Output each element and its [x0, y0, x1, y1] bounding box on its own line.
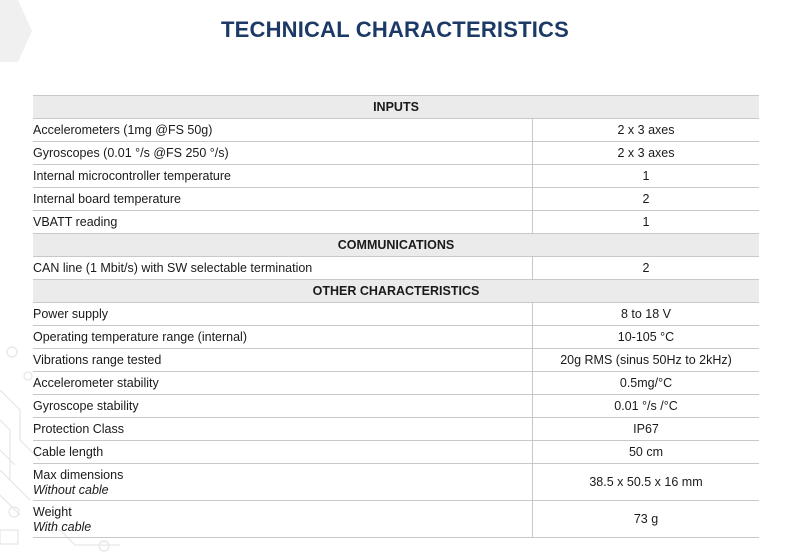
row-label: CAN line (1 Mbit/s) with SW selectable termination: [33, 257, 533, 280]
row-value: 2: [533, 188, 760, 211]
section-heading: OTHER CHARACTERISTICS: [33, 280, 759, 303]
row-label: VBATT reading: [33, 211, 533, 234]
row-value: 38.5 x 50.5 x 16 mm: [533, 464, 760, 501]
section-heading: INPUTS: [33, 96, 759, 119]
section-header-communications: [33, 234, 759, 257]
table-row: [33, 303, 759, 326]
row-label: Weight: [33, 504, 72, 519]
row-label: Gyroscopes (0.01 °/s @FS 250 °/s): [33, 142, 533, 165]
row-label: Operating temperature range (internal): [33, 326, 533, 349]
row-value: 1: [533, 165, 760, 188]
row-value: 10-105 °C: [533, 326, 760, 349]
table-row: [33, 441, 759, 464]
page-title: TECHNICAL CHARACTERISTICS: [220, 17, 570, 42]
table-row: [33, 418, 759, 441]
section-header-other-characteristics: [33, 280, 759, 303]
row-value: 2 x 3 axes: [533, 142, 760, 165]
table-row: [33, 501, 759, 538]
row-label: Max dimensions: [33, 467, 124, 482]
row-label: Internal microcontroller temperature: [33, 165, 533, 188]
table-row: [33, 211, 759, 234]
row-value: 8 to 18 V: [533, 303, 760, 326]
row-value: 2: [533, 257, 760, 280]
row-value: IP67: [533, 418, 760, 441]
row-label-cell: [33, 501, 533, 538]
row-label: Accelerometers (1mg @FS 50g): [33, 119, 533, 142]
specifications-table: [33, 95, 759, 538]
table-row: [33, 142, 759, 165]
row-label: Accelerometer stability: [33, 372, 533, 395]
section-header-inputs: [33, 96, 759, 119]
row-label: Power supply: [33, 303, 533, 326]
table-row: [33, 464, 759, 501]
table-row: [33, 165, 759, 188]
row-value: 50 cm: [533, 441, 760, 464]
table-row: [33, 188, 759, 211]
row-value: 20g RMS (sinus 50Hz to 2kHz): [533, 349, 760, 372]
row-label: Vibrations range tested: [33, 349, 533, 372]
row-value: 73 g: [533, 501, 760, 538]
row-sublabel: Without cable: [33, 482, 109, 497]
row-sublabel: With cable: [33, 519, 92, 534]
table-row: [33, 326, 759, 349]
row-label-cell: [33, 464, 533, 501]
table-row: [33, 395, 759, 418]
row-label: Internal board temperature: [33, 188, 533, 211]
table-row: [33, 372, 759, 395]
row-value: 2 x 3 axes: [533, 119, 760, 142]
row-label: Cable length: [33, 441, 533, 464]
row-value: 0.01 °/s /°C: [533, 395, 760, 418]
section-heading: COMMUNICATIONS: [33, 234, 759, 257]
table-row: [33, 349, 759, 372]
table-row: [33, 257, 759, 280]
row-label: Gyroscope stability: [33, 395, 533, 418]
row-label: Protection Class: [33, 418, 533, 441]
table-row: [33, 119, 759, 142]
row-value: 1: [533, 211, 760, 234]
row-value: 0.5mg/°C: [533, 372, 760, 395]
